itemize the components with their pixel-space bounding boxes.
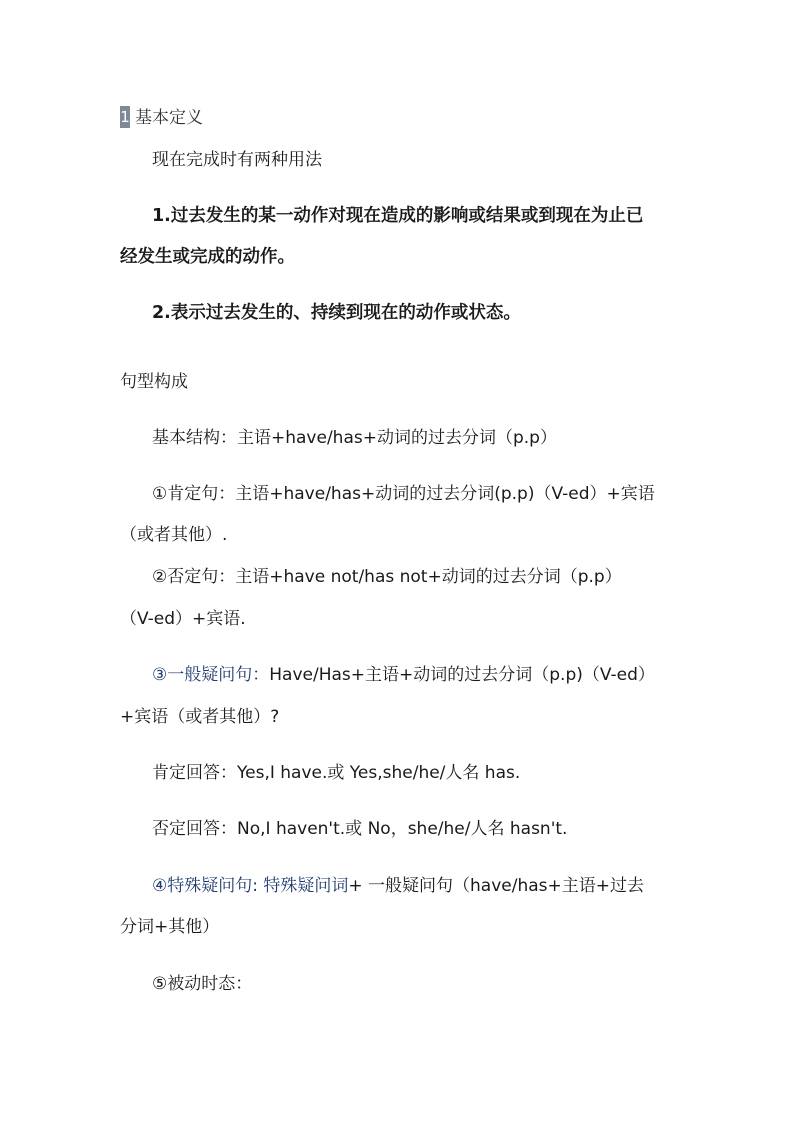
affirmative-line-2: （或者其他）. bbox=[120, 525, 228, 545]
general-question-pattern: Have/Has+主语+动词的过去分词（p.p)（V-ed） bbox=[269, 665, 655, 685]
special-question-word: 特殊疑问词 bbox=[257, 876, 349, 896]
general-question-line-2: +宾语（或者其他）? bbox=[120, 707, 280, 727]
general-question-label: ③一般疑问句： bbox=[152, 665, 270, 685]
negative-line-1: ②否定句：主语+have not/has not+动词的过去分词（p.p） bbox=[152, 567, 622, 587]
special-question-pattern: + 一般疑问句（have/has+主语+过去 bbox=[348, 876, 644, 896]
usage-1-line-2: 经发生或完成的动作。 bbox=[120, 247, 295, 267]
negative-line-2: （V-ed）+宾语. bbox=[120, 609, 246, 629]
passive-voice: ⑤被动时态： bbox=[152, 974, 253, 994]
heading-number-badge: 1 bbox=[120, 108, 130, 126]
heading-text: 基本定义 bbox=[135, 108, 203, 128]
usage-2: 2.表示过去发生的、持续到现在的动作或状态。 bbox=[152, 303, 521, 323]
section-heading bbox=[120, 106, 203, 130]
yes-answer: 肯定回答：Yes,I have.或 Yes,she/he/人名 has. bbox=[152, 763, 521, 783]
definition-intro: 现在完成时有两种用法 bbox=[152, 150, 322, 170]
basic-structure: 基本结构：主语+have/has+动词的过去分词（p.p） bbox=[152, 428, 557, 448]
usage-1-line-1: 1.过去发生的某一动作对现在造成的影响或结果或到现在为止已 bbox=[152, 206, 644, 226]
affirmative-line-1: ①肯定句：主语+have/has+动词的过去分词(p.p)（V-ed）+宾语 bbox=[152, 484, 655, 504]
no-answer: 否定回答：No,I haven't.或 No，she/he/人名 hasn't. bbox=[152, 819, 568, 839]
special-question-line-1 bbox=[152, 874, 644, 898]
special-question-label: ④特殊疑问句: bbox=[152, 876, 258, 896]
special-question-line-2: 分词+其他） bbox=[120, 917, 220, 937]
structure-title: 句型构成 bbox=[120, 372, 188, 392]
general-question-line-1 bbox=[152, 663, 655, 687]
